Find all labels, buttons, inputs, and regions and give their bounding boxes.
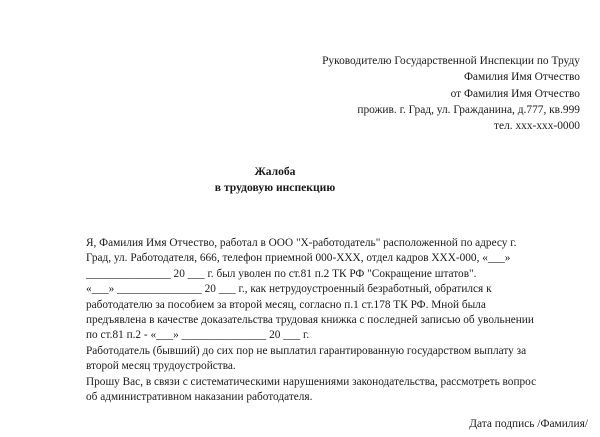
title-line-2: в трудовую инспекцию (214, 181, 336, 194)
addressee-line-sender: от Фамилия Имя Отчество (450, 87, 580, 100)
body-line: предъявлена в качестве доказательства трудовая книжка с последней записью об увольнении (86, 314, 534, 327)
body-line: по ст.81 п.2 - «___» _______________ 20 ___ г. (86, 329, 310, 342)
body-line: Я, Фамилия Имя Отчество, работал в ООО "Х-работодатель" расположенной по адресу г. (86, 237, 517, 249)
signature-line: Дата подпись /Фамилия/ (469, 418, 588, 430)
body-line: Град, ул. Работодателя, 666, телефон приемной 000-ХХХ, отдел кадров ХХХ-000, «___» (86, 252, 511, 265)
title-line-1: Жалоба (254, 165, 296, 178)
body-line: об административном наказании работодателя. (86, 391, 313, 404)
addressee-block (160, 53, 580, 134)
addressee-line-recipient-name: Фамилия Имя Отчество (463, 71, 580, 84)
body-line: Прошу Вас, в связи с систематическими нарушениями законодательства, рассмотреть вопрос (86, 375, 537, 388)
body-line: работодателю за пособием за второй месяц, согласно п.1 ст.178 ТК РФ. Мной была (86, 298, 486, 311)
addressee-line-address: прожив. г. Град, ул. Гражданина, д.777, кв.999 (357, 103, 580, 116)
addressee-line-recipient: Руководителю Государственной Инспекции по Труду (322, 55, 580, 67)
addressee-line-phone: тел. ххх-ххх-0000 (494, 120, 580, 133)
document-title (150, 164, 400, 196)
body-line: _______________ 20 ___ г. был уволен по ст.81 п.2 ТК РФ "Сокращение штатов". (86, 267, 477, 280)
body-line: второй месяц трудоустройства. (86, 360, 236, 373)
complaint-body (86, 236, 586, 405)
body-line: Работодатель (бывший) до сих пор не выплатил гарантированную государством выплату за (86, 344, 527, 357)
body-line: «___» _______________ 20 ___ г., как нетрудоустроенный безработный, обратился к (86, 283, 492, 296)
